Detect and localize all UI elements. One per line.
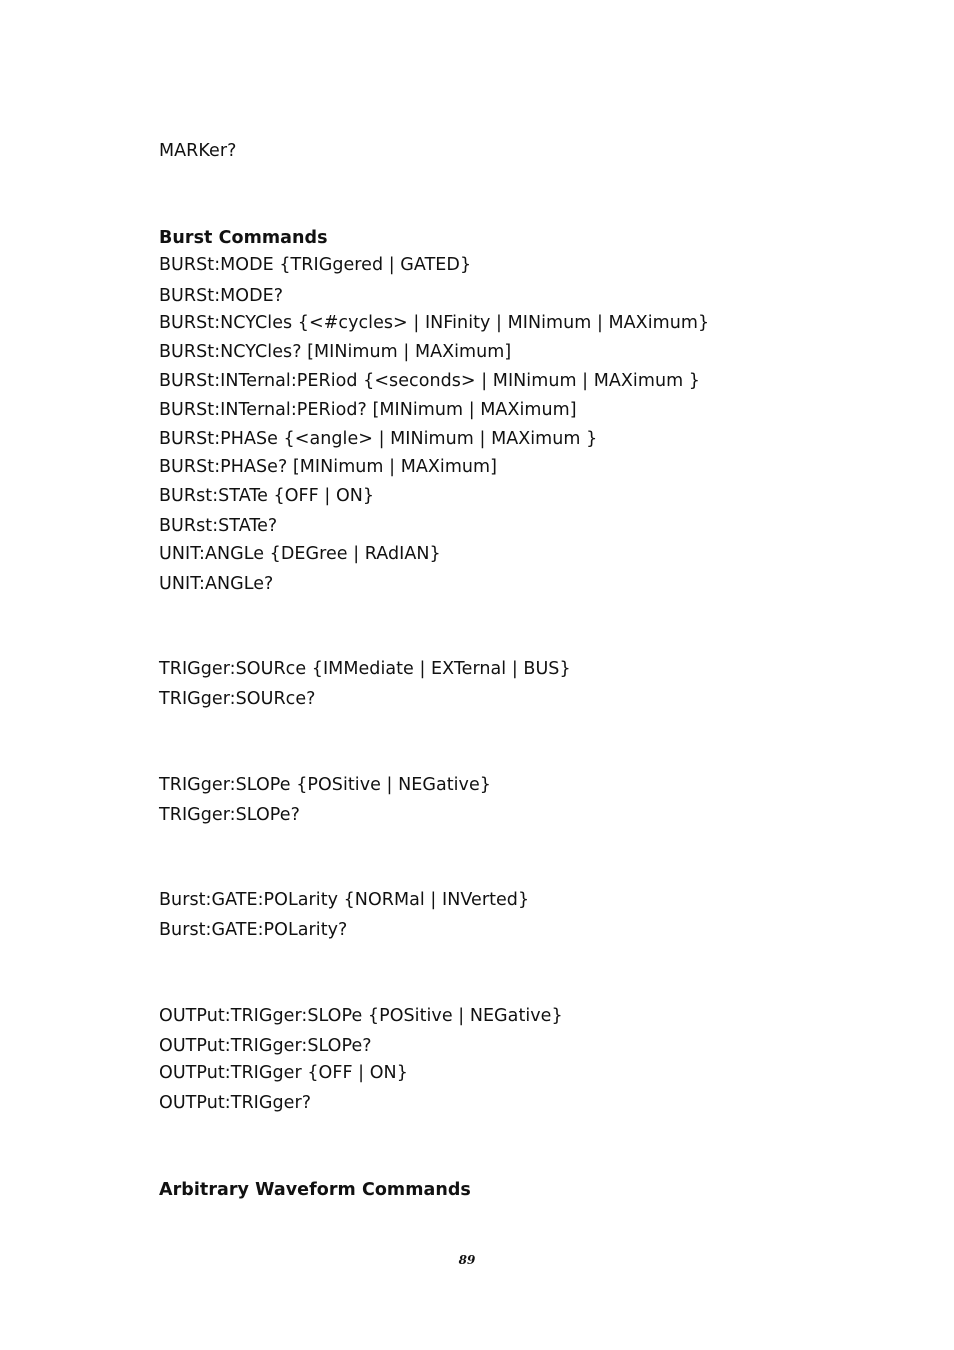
command-line: Burst:GATE:POLarity? [159,920,348,940]
section-heading-arbitrary-waveform: Arbitrary Waveform Commands [159,1180,471,1200]
command-line: BURSt:MODE {TRIGgered | GATED} [159,255,472,275]
command-line: TRIGger:SOURce? [159,689,316,709]
command-line: BURSt:NCYCles {<#cycles> | INFinity | MINimum | MAXimum} [159,313,710,333]
command-line: OUTPut:TRIGger {OFF | ON} [159,1063,408,1083]
command-line: MARKer? [159,141,237,161]
command-line: TRIGger:SLOPe {POSitive | NEGative} [159,775,491,795]
command-line: Burst:GATE:POLarity {NORMal | INVerted} [159,890,530,910]
command-line: BURSt:MODE? [159,286,284,306]
page-number: 89 [458,1253,476,1267]
command-line: OUTPut:TRIGger:SLOPe {POSitive | NEGative} [159,1006,563,1026]
command-line: BURSt:NCYCles? [MINimum | MAXimum] [159,342,512,362]
command-line: BURSt:INTernal:PERiod? [MINimum | MAXimum] [159,400,577,420]
command-line: TRIGger:SOURce {IMMediate | EXTernal | BUS} [159,659,571,679]
command-line: OUTPut:TRIGger? [159,1093,312,1113]
command-line: BURSt:PHASe? [MINimum | MAXimum] [159,457,498,477]
command-line: BURSt:INTernal:PERiod {<seconds> | MINimum | MAXimum } [159,371,700,391]
command-line: TRIGger:SLOPe? [159,805,300,825]
command-line: BURSt:PHASe {<angle> | MINimum | MAXimum } [159,429,598,449]
command-line: UNIT:ANGLe {DEGree | RAdIAN} [159,544,441,564]
section-heading-burst: Burst Commands [159,228,328,248]
command-line: BURst:STATe {OFF | ON} [159,486,375,506]
command-line: UNIT:ANGLe? [159,574,274,594]
command-line: OUTPut:TRIGger:SLOPe? [159,1036,372,1056]
command-line: BURst:STATe? [159,516,278,536]
